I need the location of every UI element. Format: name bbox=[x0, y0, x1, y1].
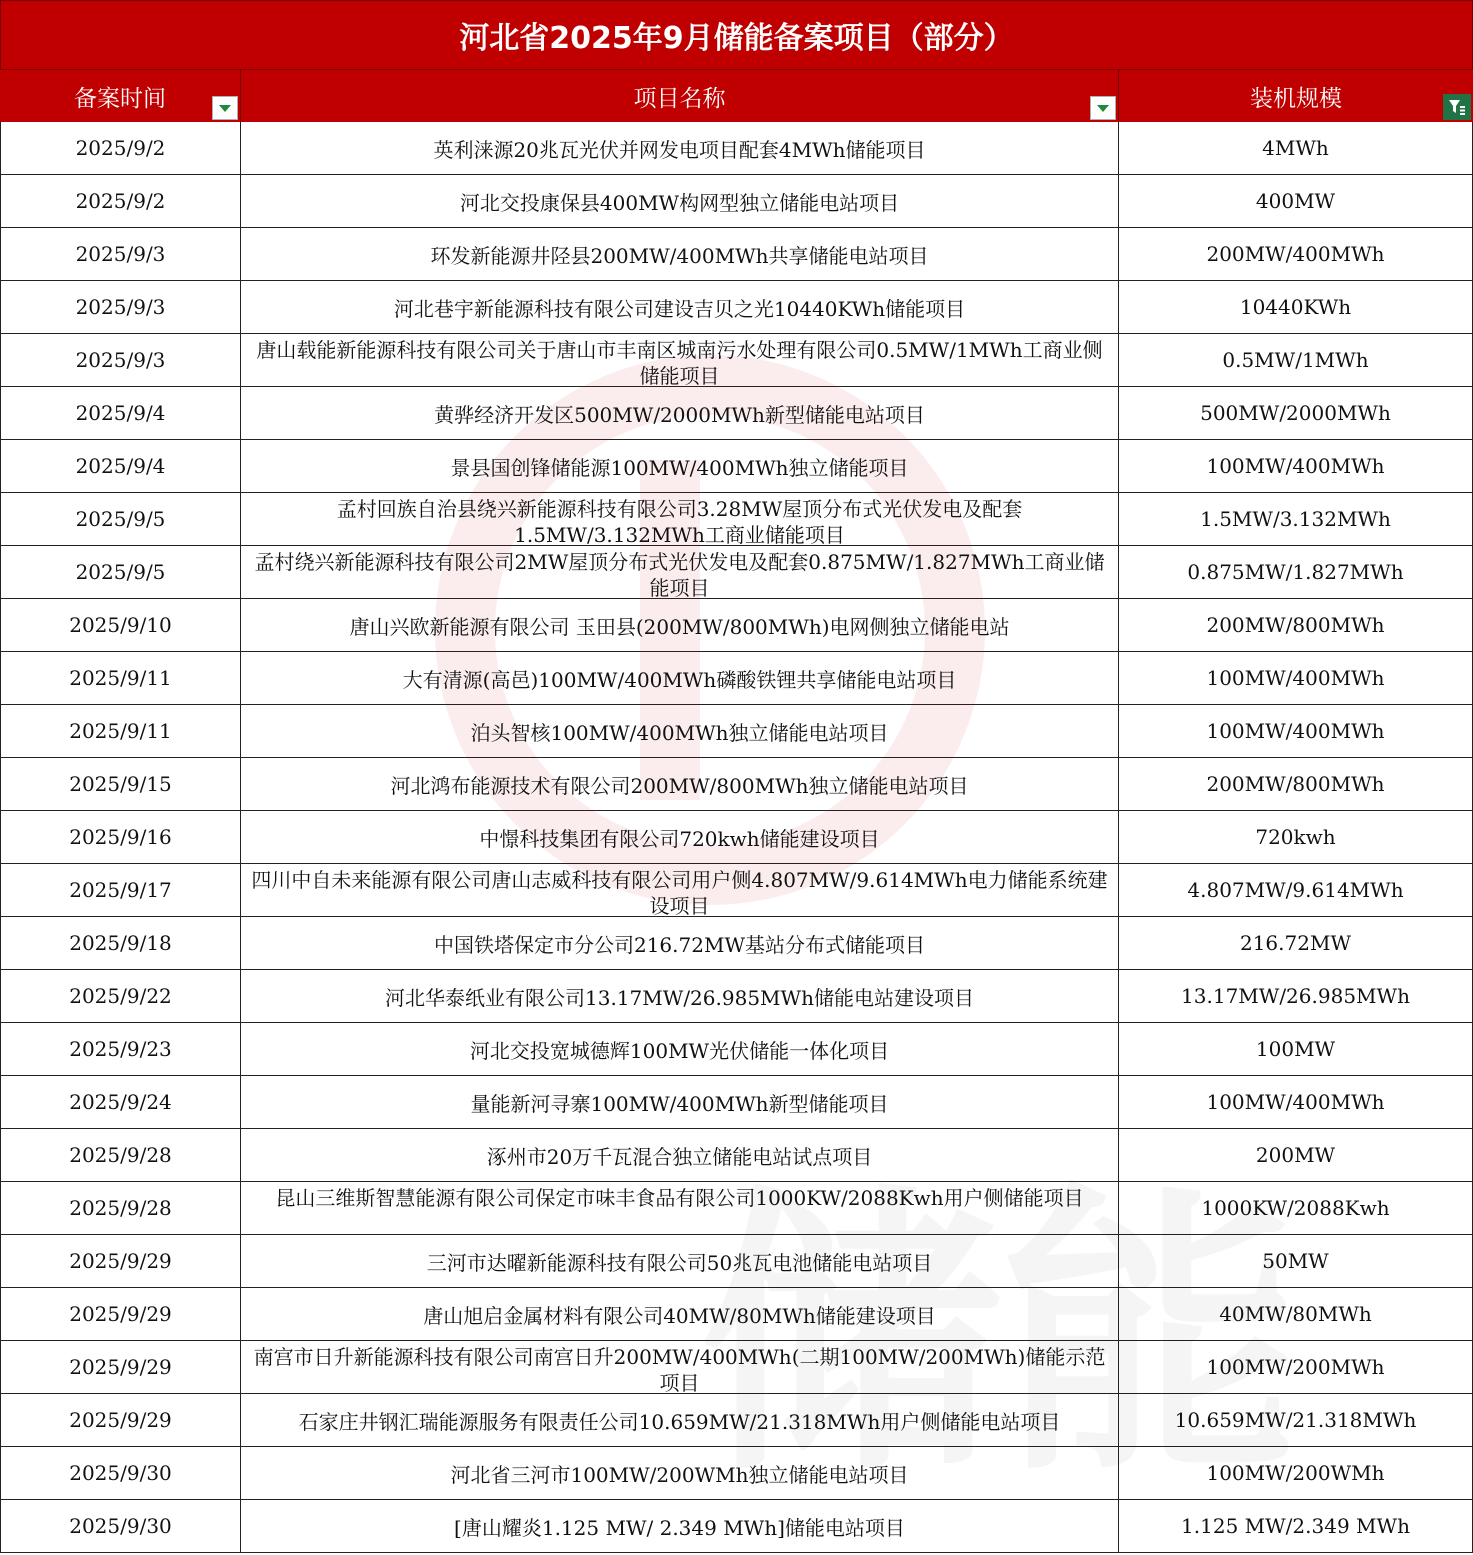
name-cell[interactable]: 中憬科技集团有限公司720kwh储能建设项目 bbox=[241, 811, 1119, 863]
table-row bbox=[0, 546, 1473, 599]
scale-cell[interactable]: 0.5MW/1MWh bbox=[1119, 334, 1473, 386]
name-cell[interactable]: 河北交投宽城德辉100MW光伏储能一体化项目 bbox=[241, 1023, 1119, 1075]
name-cell[interactable]: 英利涞源20兆瓦光伏并网发电项目配套4MWh储能项目 bbox=[241, 122, 1119, 174]
date-cell[interactable]: 2025/9/28 bbox=[0, 1182, 241, 1234]
date-cell[interactable]: 2025/9/16 bbox=[0, 811, 241, 863]
name-cell[interactable]: 黄骅经济开发区500MW/2000MWh新型储能电站项目 bbox=[241, 387, 1119, 439]
name-cell[interactable]: 孟村回族自治县绕兴新能源科技有限公司3.28MW屋顶分布式光伏发电及配套1.5MW/3.132MWh工商业储能项目 bbox=[241, 493, 1119, 545]
scale-cell[interactable]: 4.807MW/9.614MWh bbox=[1119, 864, 1473, 916]
date-cell[interactable]: 2025/9/2 bbox=[0, 175, 241, 227]
date-cell[interactable]: 2025/9/30 bbox=[0, 1500, 241, 1552]
scale-filter-button[interactable] bbox=[1443, 94, 1471, 120]
table-row bbox=[0, 652, 1473, 705]
table-row bbox=[0, 1182, 1473, 1235]
header-row bbox=[0, 70, 1473, 122]
scale-cell[interactable]: 50MW bbox=[1119, 1235, 1473, 1287]
scale-cell[interactable]: 4MWh bbox=[1119, 122, 1473, 174]
date-cell[interactable]: 2025/9/29 bbox=[0, 1235, 241, 1287]
name-cell[interactable]: 唐山载能新能源科技有限公司关于唐山市丰南区城南污水处理有限公司0.5MW/1MWh工商业侧储能项目 bbox=[241, 334, 1119, 386]
name-cell[interactable]: 三河市达曜新能源科技有限公司50兆瓦电池储能电站项目 bbox=[241, 1235, 1119, 1287]
header-name bbox=[241, 70, 1119, 122]
table-row bbox=[0, 705, 1473, 758]
table-row bbox=[0, 175, 1473, 228]
table-row bbox=[0, 1500, 1473, 1553]
name-cell[interactable]: 大有清源(高邑)100MW/400MWh磷酸铁锂共享储能电站项目 bbox=[241, 652, 1119, 704]
scale-cell[interactable]: 100MW/200WMh bbox=[1119, 1447, 1473, 1499]
name-cell[interactable]: 河北省三河市100MW/200WMh独立储能电站项目 bbox=[241, 1447, 1119, 1499]
name-cell[interactable]: 河北巷宇新能源科技有限公司建设吉贝之光10440KWh储能项目 bbox=[241, 281, 1119, 333]
date-cell[interactable]: 2025/9/3 bbox=[0, 334, 241, 386]
table-row bbox=[0, 1447, 1473, 1500]
table-row bbox=[0, 1023, 1473, 1076]
name-cell[interactable]: 景县国创锋储能源100MW/400MWh独立储能项目 bbox=[241, 440, 1119, 492]
scale-cell[interactable]: 100MW/400MWh bbox=[1119, 1076, 1473, 1128]
date-cell[interactable]: 2025/9/11 bbox=[0, 705, 241, 757]
dropdown-arrow-icon bbox=[219, 105, 231, 112]
date-cell[interactable]: 2025/9/11 bbox=[0, 652, 241, 704]
table-row bbox=[0, 122, 1473, 175]
table-row bbox=[0, 1129, 1473, 1182]
name-cell[interactable]: 中国铁塔保定市分公司216.72MW基站分布式储能项目 bbox=[241, 917, 1119, 969]
date-cell[interactable]: 2025/9/5 bbox=[0, 546, 241, 598]
table-row bbox=[0, 1394, 1473, 1447]
scale-cell[interactable]: 200MW/800MWh bbox=[1119, 758, 1473, 810]
header-name-label: 项目名称 bbox=[633, 85, 726, 112]
header-scale bbox=[1119, 70, 1473, 122]
scale-cell[interactable]: 720kwh bbox=[1119, 811, 1473, 863]
date-cell[interactable]: 2025/9/22 bbox=[0, 970, 241, 1022]
name-cell[interactable]: 河北交投康保县400MW构网型独立储能电站项目 bbox=[241, 175, 1119, 227]
scale-cell[interactable]: 13.17MW/26.985MWh bbox=[1119, 970, 1473, 1022]
name-cell[interactable]: 孟村绕兴新能源科技有限公司2MW屋顶分布式光伏发电及配套0.875MW/1.827MWh工商业储能项目 bbox=[241, 546, 1119, 598]
name-cell[interactable]: 量能新河寻寨100MW/400MWh新型储能项目 bbox=[241, 1076, 1119, 1128]
name-cell[interactable]: 南宫市日升新能源科技有限公司南宫日升200MW/400MWh(二期100MW/200MWh)储能示范项目 bbox=[241, 1341, 1119, 1393]
name-cell[interactable]: 唐山兴欧新能源有限公司 玉田县(200MW/800MWh)电网侧独立储能电站 bbox=[241, 599, 1119, 651]
table-row bbox=[0, 228, 1473, 281]
table-body bbox=[0, 122, 1473, 1553]
name-cell[interactable]: 昆山三维斯智慧能源有限公司保定市味丰食品有限公司1000KW/2088Kwh用户侧储能项目 bbox=[241, 1182, 1119, 1234]
filter-active-icon bbox=[1448, 98, 1466, 116]
table-row bbox=[0, 334, 1473, 387]
name-filter-button[interactable] bbox=[1090, 96, 1116, 120]
date-cell[interactable]: 2025/9/4 bbox=[0, 387, 241, 439]
header-date bbox=[0, 70, 241, 122]
header-date-label: 备案时间 bbox=[74, 85, 166, 112]
name-cell[interactable]: 泊头智核100MW/400MWh独立储能电站项目 bbox=[241, 705, 1119, 757]
scale-cell[interactable]: 1.125 MW/2.349 MWh bbox=[1119, 1500, 1473, 1552]
scale-cell[interactable]: 0.875MW/1.827MWh bbox=[1119, 546, 1473, 598]
scale-cell[interactable]: 1000KW/2088Kwh bbox=[1119, 1182, 1473, 1234]
scale-cell[interactable]: 100MW/400MWh bbox=[1119, 440, 1473, 492]
table-row bbox=[0, 864, 1473, 917]
table-row bbox=[0, 493, 1473, 546]
name-cell[interactable]: 涿州市20万千瓦混合独立储能电站试点项目 bbox=[241, 1129, 1119, 1181]
table-row bbox=[0, 281, 1473, 334]
date-cell[interactable]: 2025/9/29 bbox=[0, 1394, 241, 1446]
name-cell[interactable]: [唐山耀炎1.125 MW/ 2.349 MWh]储能电站项目 bbox=[241, 1500, 1119, 1552]
date-cell[interactable]: 2025/9/23 bbox=[0, 1023, 241, 1075]
table-row bbox=[0, 1341, 1473, 1394]
scale-cell[interactable]: 100MW/400MWh bbox=[1119, 652, 1473, 704]
scale-cell[interactable]: 100MW bbox=[1119, 1023, 1473, 1075]
name-cell[interactable]: 河北鸿布能源技术有限公司200MW/800MWh独立储能电站项目 bbox=[241, 758, 1119, 810]
scale-cell[interactable]: 100MW/200MWh bbox=[1119, 1341, 1473, 1393]
table-title: 河北省2025年9月储能备案项目（部分） bbox=[0, 0, 1473, 70]
scale-cell[interactable]: 1.5MW/3.132MWh bbox=[1119, 493, 1473, 545]
scale-cell[interactable]: 10440KWh bbox=[1119, 281, 1473, 333]
date-cell[interactable]: 2025/9/29 bbox=[0, 1288, 241, 1340]
table-row bbox=[0, 1288, 1473, 1341]
scale-cell[interactable]: 200MW/800MWh bbox=[1119, 599, 1473, 651]
scale-cell[interactable]: 500MW/2000MWh bbox=[1119, 387, 1473, 439]
scale-cell[interactable]: 216.72MW bbox=[1119, 917, 1473, 969]
date-cell[interactable]: 2025/9/5 bbox=[0, 493, 241, 545]
table-row bbox=[0, 599, 1473, 652]
table-row bbox=[0, 917, 1473, 970]
table-row bbox=[0, 758, 1473, 811]
date-cell[interactable]: 2025/9/18 bbox=[0, 917, 241, 969]
table-row bbox=[0, 1076, 1473, 1129]
date-cell[interactable]: 2025/9/3 bbox=[0, 281, 241, 333]
name-cell[interactable]: 环发新能源井陉县200MW/400MWh共享储能电站项目 bbox=[241, 228, 1119, 280]
date-cell[interactable]: 2025/9/4 bbox=[0, 440, 241, 492]
scale-cell[interactable]: 10.659MW/21.318MWh bbox=[1119, 1394, 1473, 1446]
date-cell[interactable]: 2025/9/17 bbox=[0, 864, 241, 916]
table-row bbox=[0, 811, 1473, 864]
header-scale-label: 装机规模 bbox=[1250, 85, 1342, 112]
table-row bbox=[0, 1235, 1473, 1288]
table-row bbox=[0, 387, 1473, 440]
date-cell[interactable]: 2025/9/24 bbox=[0, 1076, 241, 1128]
name-cell[interactable]: 四川中自未来能源有限公司唐山志威科技有限公司用户侧4.807MW/9.614MWh电力储能系统建设项目 bbox=[241, 864, 1119, 916]
scale-cell[interactable]: 400MW bbox=[1119, 175, 1473, 227]
table-row bbox=[0, 970, 1473, 1023]
date-cell[interactable]: 2025/9/15 bbox=[0, 758, 241, 810]
scale-cell[interactable]: 200MW bbox=[1119, 1129, 1473, 1181]
name-cell[interactable]: 石家庄井钢汇瑞能源服务有限责任公司10.659MW/21.318MWh用户侧储能电站项目 bbox=[241, 1394, 1119, 1446]
table-row bbox=[0, 440, 1473, 493]
date-cell[interactable]: 2025/9/30 bbox=[0, 1447, 241, 1499]
date-filter-button[interactable] bbox=[212, 96, 238, 120]
date-cell[interactable]: 2025/9/10 bbox=[0, 599, 241, 651]
name-cell[interactable]: 河北华泰纸业有限公司13.17MW/26.985MWh储能电站建设项目 bbox=[241, 970, 1119, 1022]
dropdown-arrow-icon bbox=[1097, 105, 1109, 112]
scale-cell[interactable]: 100MW/400MWh bbox=[1119, 705, 1473, 757]
date-cell[interactable]: 2025/9/3 bbox=[0, 228, 241, 280]
name-cell[interactable]: 唐山旭启金属材料有限公司40MW/80MWh储能建设项目 bbox=[241, 1288, 1119, 1340]
scale-cell[interactable]: 40MW/80MWh bbox=[1119, 1288, 1473, 1340]
date-cell[interactable]: 2025/9/2 bbox=[0, 122, 241, 174]
date-cell[interactable]: 2025/9/28 bbox=[0, 1129, 241, 1181]
scale-cell[interactable]: 200MW/400MWh bbox=[1119, 228, 1473, 280]
date-cell[interactable]: 2025/9/29 bbox=[0, 1341, 241, 1393]
